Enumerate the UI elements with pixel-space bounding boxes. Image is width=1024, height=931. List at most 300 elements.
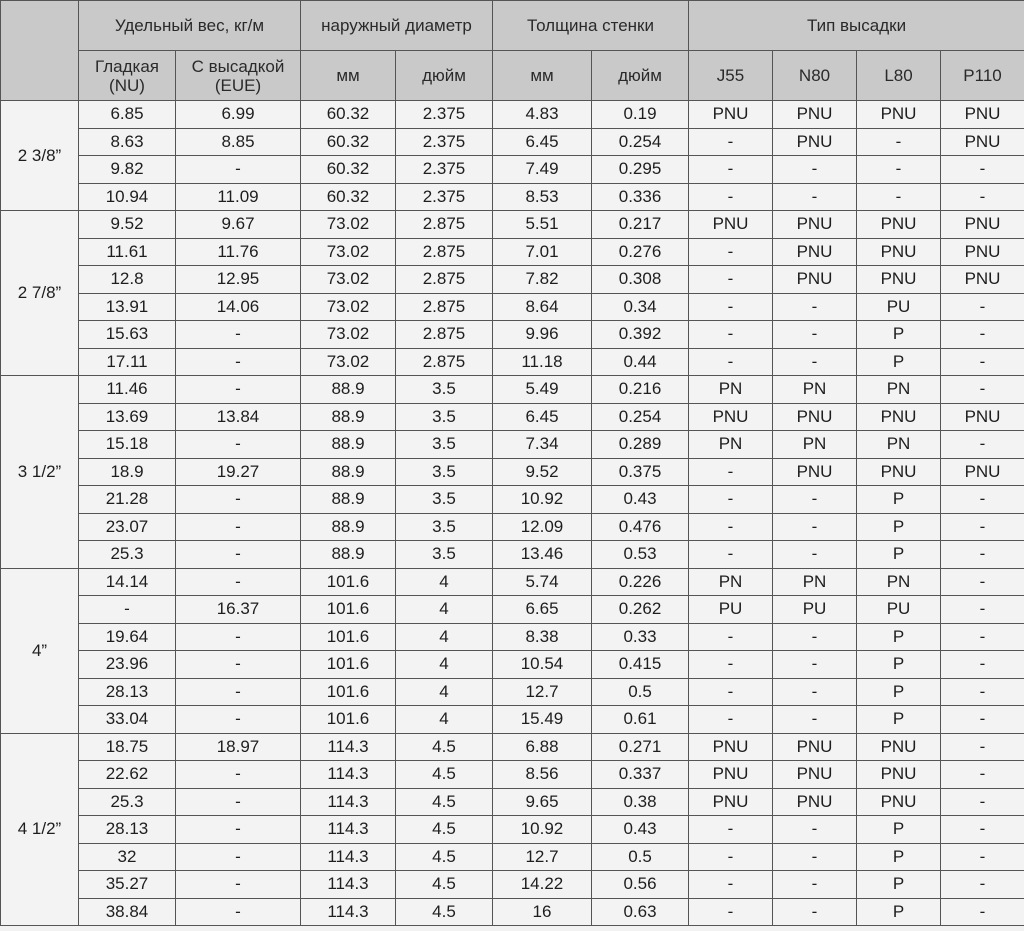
cell-wall-mm: 7.49: [493, 156, 592, 184]
cell-weight-nu: 9.52: [79, 211, 176, 239]
cell-grade-n80: -: [773, 513, 857, 541]
table-row: [1, 183, 1024, 211]
cell-weight-nu: 6.85: [79, 101, 176, 129]
cell-weight-eue: 13.84: [176, 403, 301, 431]
cell-weight-nu: 13.91: [79, 293, 176, 321]
table-row: [1, 678, 1024, 706]
cell-od-mm: 114.3: [301, 761, 396, 789]
cell-weight-eue: 11.76: [176, 238, 301, 266]
cell-grade-j55: -: [689, 843, 773, 871]
header-row-sub: [1, 51, 1024, 101]
cell-od-mm: 101.6: [301, 568, 396, 596]
header-wall-thickness: Толщина стенки: [493, 1, 689, 51]
table-row: [1, 788, 1024, 816]
cell-grade-n80: PU: [773, 596, 857, 624]
cell-grade-n80: PNU: [773, 211, 857, 239]
cell-od-inch: 3.5: [396, 486, 493, 514]
cell-grade-j55: -: [689, 293, 773, 321]
cell-grade-p110: -: [941, 348, 1024, 376]
cell-od-mm: 101.6: [301, 706, 396, 734]
cell-grade-j55: PN: [689, 431, 773, 459]
cell-wall-inch: 0.337: [592, 761, 689, 789]
cell-grade-p110: -: [941, 623, 1024, 651]
cell-grade-l80: PNU: [857, 211, 941, 239]
cell-wall-mm: 7.34: [493, 431, 592, 459]
header-smooth-nu: Гладкая (NU): [79, 51, 176, 101]
cell-grade-j55: -: [689, 128, 773, 156]
cell-wall-inch: 0.44: [592, 348, 689, 376]
cell-wall-mm: 4.83: [493, 101, 592, 129]
cell-weight-nu: 23.07: [79, 513, 176, 541]
cell-weight-eue: 16.37: [176, 596, 301, 624]
size-group-label: 3 1/2”: [1, 376, 79, 569]
cell-od-mm: 88.9: [301, 431, 396, 459]
cell-wall-inch: 0.19: [592, 101, 689, 129]
table-row: [1, 431, 1024, 459]
cell-wall-inch: 0.56: [592, 871, 689, 899]
cell-wall-mm: 9.65: [493, 788, 592, 816]
cell-weight-eue: -: [176, 156, 301, 184]
cell-weight-eue: -: [176, 651, 301, 679]
cell-od-inch: 4: [396, 623, 493, 651]
cell-weight-eue: -: [176, 788, 301, 816]
cell-od-inch: 3.5: [396, 403, 493, 431]
cell-wall-inch: 0.5: [592, 678, 689, 706]
cell-od-inch: 3.5: [396, 376, 493, 404]
cell-wall-inch: 0.262: [592, 596, 689, 624]
cell-weight-eue: -: [176, 761, 301, 789]
table-row: [1, 816, 1024, 844]
cell-wall-inch: 0.336: [592, 183, 689, 211]
cell-wall-mm: 10.92: [493, 486, 592, 514]
cell-weight-nu: 18.9: [79, 458, 176, 486]
cell-weight-nu: 22.62: [79, 761, 176, 789]
cell-grade-l80: PU: [857, 293, 941, 321]
cell-grade-n80: PNU: [773, 788, 857, 816]
cell-od-inch: 2.875: [396, 348, 493, 376]
cell-wall-mm: 5.49: [493, 376, 592, 404]
cell-weight-nu: 38.84: [79, 898, 176, 926]
cell-wall-inch: 0.5: [592, 843, 689, 871]
header-corner-cell: [1, 1, 79, 101]
cell-od-mm: 60.32: [301, 101, 396, 129]
cell-weight-nu: 18.75: [79, 733, 176, 761]
cell-wall-mm: 8.38: [493, 623, 592, 651]
cell-grade-p110: -: [941, 541, 1024, 569]
cell-wall-inch: 0.375: [592, 458, 689, 486]
cell-grade-n80: PN: [773, 568, 857, 596]
cell-grade-p110: PNU: [941, 238, 1024, 266]
cell-wall-inch: 0.276: [592, 238, 689, 266]
cell-grade-p110: -: [941, 183, 1024, 211]
cell-weight-nu: 15.63: [79, 321, 176, 349]
cell-grade-j55: -: [689, 816, 773, 844]
cell-grade-p110: PNU: [941, 101, 1024, 129]
table-row: [1, 376, 1024, 404]
cell-grade-j55: -: [689, 513, 773, 541]
cell-weight-eue: 9.67: [176, 211, 301, 239]
cell-grade-j55: PNU: [689, 403, 773, 431]
cell-weight-nu: 10.94: [79, 183, 176, 211]
cell-weight-eue: -: [176, 706, 301, 734]
cell-od-inch: 2.875: [396, 293, 493, 321]
table-row: [1, 266, 1024, 294]
cell-grade-p110: -: [941, 733, 1024, 761]
table-row: [1, 568, 1024, 596]
cell-od-inch: 4: [396, 568, 493, 596]
cell-grade-j55: -: [689, 321, 773, 349]
table-row: [1, 348, 1024, 376]
cell-grade-l80: P: [857, 513, 941, 541]
cell-grade-n80: PNU: [773, 403, 857, 431]
cell-od-inch: 4: [396, 706, 493, 734]
header-grade-p110: P110: [941, 51, 1024, 101]
cell-grade-l80: PNU: [857, 458, 941, 486]
table-row: [1, 458, 1024, 486]
cell-wall-inch: 0.415: [592, 651, 689, 679]
cell-od-inch: 3.5: [396, 431, 493, 459]
cell-weight-eue: 19.27: [176, 458, 301, 486]
cell-weight-nu: 13.69: [79, 403, 176, 431]
cell-grade-l80: P: [857, 898, 941, 926]
cell-weight-nu: 17.11: [79, 348, 176, 376]
cell-weight-nu: 25.3: [79, 541, 176, 569]
cell-grade-n80: -: [773, 816, 857, 844]
cell-od-mm: 60.32: [301, 156, 396, 184]
cell-wall-mm: 13.46: [493, 541, 592, 569]
cell-wall-inch: 0.34: [592, 293, 689, 321]
cell-grade-n80: -: [773, 898, 857, 926]
table-row: [1, 403, 1024, 431]
header-upset-type: Тип высадки: [689, 1, 1024, 51]
cell-weight-eue: -: [176, 321, 301, 349]
cell-od-mm: 101.6: [301, 678, 396, 706]
cell-wall-inch: 0.38: [592, 788, 689, 816]
cell-grade-j55: PNU: [689, 101, 773, 129]
cell-grade-n80: -: [773, 321, 857, 349]
cell-od-mm: 88.9: [301, 541, 396, 569]
cell-grade-p110: -: [941, 761, 1024, 789]
cell-od-inch: 4.5: [396, 816, 493, 844]
cell-grade-j55: PN: [689, 568, 773, 596]
cell-grade-n80: -: [773, 706, 857, 734]
cell-wall-inch: 0.226: [592, 568, 689, 596]
cell-weight-eue: -: [176, 513, 301, 541]
cell-grade-j55: -: [689, 898, 773, 926]
cell-wall-mm: 6.45: [493, 403, 592, 431]
cell-wall-mm: 6.45: [493, 128, 592, 156]
cell-od-inch: 3.5: [396, 513, 493, 541]
cell-od-inch: 4.5: [396, 871, 493, 899]
cell-od-inch: 4.5: [396, 761, 493, 789]
cell-grade-l80: PN: [857, 376, 941, 404]
header-row-top: [1, 1, 1024, 51]
cell-od-mm: 114.3: [301, 788, 396, 816]
cell-grade-j55: PNU: [689, 788, 773, 816]
cell-od-inch: 4: [396, 678, 493, 706]
cell-grade-l80: P: [857, 486, 941, 514]
cell-grade-l80: P: [857, 541, 941, 569]
cell-od-mm: 114.3: [301, 816, 396, 844]
cell-grade-l80: PNU: [857, 101, 941, 129]
cell-weight-eue: -: [176, 348, 301, 376]
cell-grade-p110: PNU: [941, 458, 1024, 486]
cell-od-mm: 114.3: [301, 733, 396, 761]
table-row: [1, 843, 1024, 871]
table-row: [1, 293, 1024, 321]
cell-grade-j55: PNU: [689, 761, 773, 789]
cell-grade-n80: PN: [773, 431, 857, 459]
cell-od-mm: 73.02: [301, 348, 396, 376]
header-outer-diameter: наружный диаметр: [301, 1, 493, 51]
cell-grade-l80: P: [857, 843, 941, 871]
cell-grade-n80: -: [773, 293, 857, 321]
cell-wall-mm: 8.56: [493, 761, 592, 789]
cell-wall-inch: 0.392: [592, 321, 689, 349]
cell-grade-n80: -: [773, 843, 857, 871]
header-weight: Удельный вес, кг/м: [79, 1, 301, 51]
cell-wall-mm: 14.22: [493, 871, 592, 899]
cell-weight-nu: -: [79, 596, 176, 624]
cell-weight-nu: 25.3: [79, 788, 176, 816]
cell-grade-j55: PU: [689, 596, 773, 624]
cell-grade-l80: -: [857, 156, 941, 184]
cell-od-mm: 114.3: [301, 871, 396, 899]
cell-grade-j55: -: [689, 678, 773, 706]
cell-weight-nu: 33.04: [79, 706, 176, 734]
cell-weight-nu: 15.18: [79, 431, 176, 459]
table-row: [1, 733, 1024, 761]
cell-weight-nu: 21.28: [79, 486, 176, 514]
cell-grade-j55: -: [689, 266, 773, 294]
cell-grade-n80: PNU: [773, 101, 857, 129]
cell-od-mm: 73.02: [301, 321, 396, 349]
cell-od-mm: 88.9: [301, 513, 396, 541]
cell-grade-j55: PNU: [689, 211, 773, 239]
cell-grade-l80: P: [857, 321, 941, 349]
cell-grade-n80: PNU: [773, 458, 857, 486]
cell-wall-inch: 0.216: [592, 376, 689, 404]
cell-wall-inch: 0.43: [592, 486, 689, 514]
cell-weight-eue: 8.85: [176, 128, 301, 156]
table-row: [1, 211, 1024, 239]
header-grade-n80: N80: [773, 51, 857, 101]
cell-grade-n80: PNU: [773, 266, 857, 294]
cell-grade-p110: -: [941, 293, 1024, 321]
cell-grade-n80: PN: [773, 376, 857, 404]
cell-weight-nu: 35.27: [79, 871, 176, 899]
cell-od-inch: 4.5: [396, 898, 493, 926]
cell-grade-p110: -: [941, 513, 1024, 541]
cell-weight-nu: 8.63: [79, 128, 176, 156]
cell-wall-mm: 6.65: [493, 596, 592, 624]
cell-wall-inch: 0.295: [592, 156, 689, 184]
header-grade-l80: L80: [857, 51, 941, 101]
table-row: [1, 321, 1024, 349]
table-row: [1, 156, 1024, 184]
cell-grade-l80: -: [857, 183, 941, 211]
cell-wall-inch: 0.217: [592, 211, 689, 239]
cell-weight-nu: 28.13: [79, 816, 176, 844]
cell-od-inch: 4.5: [396, 788, 493, 816]
table-row: [1, 238, 1024, 266]
cell-od-inch: 2.375: [396, 101, 493, 129]
cell-wall-inch: 0.254: [592, 403, 689, 431]
cell-grade-l80: PNU: [857, 266, 941, 294]
table-row: [1, 541, 1024, 569]
cell-grade-p110: -: [941, 898, 1024, 926]
cell-grade-n80: -: [773, 651, 857, 679]
cell-wall-inch: 0.289: [592, 431, 689, 459]
cell-grade-l80: P: [857, 871, 941, 899]
cell-wall-mm: 7.01: [493, 238, 592, 266]
cell-grade-n80: -: [773, 623, 857, 651]
cell-wall-mm: 12.7: [493, 678, 592, 706]
cell-wall-mm: 10.54: [493, 651, 592, 679]
cell-od-inch: 3.5: [396, 541, 493, 569]
cell-wall-inch: 0.33: [592, 623, 689, 651]
cell-od-mm: 101.6: [301, 651, 396, 679]
table-row: [1, 651, 1024, 679]
cell-wall-inch: 0.476: [592, 513, 689, 541]
cell-grade-n80: -: [773, 871, 857, 899]
size-group-label: 4”: [1, 568, 79, 733]
cell-grade-p110: -: [941, 651, 1024, 679]
cell-weight-eue: -: [176, 431, 301, 459]
cell-grade-l80: PNU: [857, 238, 941, 266]
cell-grade-j55: PN: [689, 376, 773, 404]
cell-od-mm: 88.9: [301, 403, 396, 431]
cell-od-inch: 4: [396, 651, 493, 679]
cell-od-mm: 101.6: [301, 596, 396, 624]
cell-od-inch: 2.375: [396, 183, 493, 211]
cell-grade-j55: PNU: [689, 733, 773, 761]
cell-weight-eue: -: [176, 568, 301, 596]
cell-grade-n80: -: [773, 183, 857, 211]
cell-grade-n80: PNU: [773, 761, 857, 789]
cell-wall-mm: 7.82: [493, 266, 592, 294]
cell-grade-p110: -: [941, 486, 1024, 514]
cell-grade-p110: -: [941, 678, 1024, 706]
cell-grade-n80: -: [773, 156, 857, 184]
cell-grade-j55: -: [689, 156, 773, 184]
cell-grade-p110: -: [941, 321, 1024, 349]
header-od-mm: мм: [301, 51, 396, 101]
cell-wall-inch: 0.271: [592, 733, 689, 761]
cell-grade-l80: P: [857, 348, 941, 376]
cell-grade-l80: P: [857, 678, 941, 706]
cell-grade-p110: PNU: [941, 403, 1024, 431]
cell-grade-j55: -: [689, 458, 773, 486]
header-wall-mm: мм: [493, 51, 592, 101]
cell-grade-n80: -: [773, 486, 857, 514]
table-row: [1, 596, 1024, 624]
cell-weight-nu: 19.64: [79, 623, 176, 651]
size-group-label: 4 1/2”: [1, 733, 79, 926]
cell-grade-p110: -: [941, 816, 1024, 844]
cell-grade-l80: P: [857, 706, 941, 734]
cell-weight-eue: 11.09: [176, 183, 301, 211]
cell-weight-nu: 11.46: [79, 376, 176, 404]
header-grade-j55: J55: [689, 51, 773, 101]
cell-od-inch: 2.875: [396, 238, 493, 266]
cell-wall-inch: 0.43: [592, 816, 689, 844]
cell-grade-n80: PNU: [773, 733, 857, 761]
table-row: [1, 513, 1024, 541]
cell-wall-mm: 9.96: [493, 321, 592, 349]
cell-grade-j55: -: [689, 238, 773, 266]
cell-weight-eue: -: [176, 898, 301, 926]
cell-weight-eue: 12.95: [176, 266, 301, 294]
cell-weight-nu: 11.61: [79, 238, 176, 266]
cell-grade-l80: PNU: [857, 788, 941, 816]
cell-wall-mm: 10.92: [493, 816, 592, 844]
cell-weight-eue: -: [176, 486, 301, 514]
cell-wall-mm: 11.18: [493, 348, 592, 376]
table-body: [1, 101, 1024, 926]
cell-od-mm: 88.9: [301, 376, 396, 404]
table-row: [1, 871, 1024, 899]
cell-grade-p110: PNU: [941, 128, 1024, 156]
cell-weight-eue: -: [176, 816, 301, 844]
cell-od-mm: 60.32: [301, 183, 396, 211]
cell-weight-eue: -: [176, 843, 301, 871]
cell-grade-l80: P: [857, 816, 941, 844]
cell-wall-mm: 6.88: [493, 733, 592, 761]
cell-grade-l80: P: [857, 651, 941, 679]
cell-wall-mm: 5.74: [493, 568, 592, 596]
cell-grade-l80: P: [857, 623, 941, 651]
cell-grade-j55: -: [689, 183, 773, 211]
table-row: [1, 128, 1024, 156]
cell-weight-nu: 23.96: [79, 651, 176, 679]
cell-grade-p110: -: [941, 376, 1024, 404]
cell-od-mm: 88.9: [301, 486, 396, 514]
cell-wall-inch: 0.53: [592, 541, 689, 569]
cell-weight-nu: 32: [79, 843, 176, 871]
cell-wall-mm: 5.51: [493, 211, 592, 239]
cell-od-inch: 2.875: [396, 211, 493, 239]
table-row: [1, 101, 1024, 129]
cell-od-mm: 73.02: [301, 293, 396, 321]
cell-od-inch: 2.875: [396, 321, 493, 349]
cell-grade-p110: -: [941, 843, 1024, 871]
cell-grade-p110: -: [941, 871, 1024, 899]
cell-od-mm: 73.02: [301, 211, 396, 239]
header-wall-inch: дюйм: [592, 51, 689, 101]
cell-weight-nu: 12.8: [79, 266, 176, 294]
cell-weight-eue: 18.97: [176, 733, 301, 761]
cell-od-inch: 2.875: [396, 266, 493, 294]
cell-wall-inch: 0.254: [592, 128, 689, 156]
cell-grade-p110: PNU: [941, 211, 1024, 239]
cell-grade-n80: PNU: [773, 238, 857, 266]
cell-weight-eue: -: [176, 871, 301, 899]
cell-grade-j55: -: [689, 706, 773, 734]
cell-grade-j55: -: [689, 651, 773, 679]
cell-wall-mm: 8.64: [493, 293, 592, 321]
cell-weight-eue: -: [176, 623, 301, 651]
cell-grade-l80: PN: [857, 568, 941, 596]
cell-grade-p110: -: [941, 788, 1024, 816]
cell-wall-mm: 16: [493, 898, 592, 926]
cell-grade-p110: PNU: [941, 266, 1024, 294]
cell-grade-j55: -: [689, 348, 773, 376]
cell-wall-mm: 12.7: [493, 843, 592, 871]
cell-od-mm: 73.02: [301, 238, 396, 266]
cell-weight-eue: -: [176, 376, 301, 404]
size-group-label: 2 3/8”: [1, 101, 79, 211]
